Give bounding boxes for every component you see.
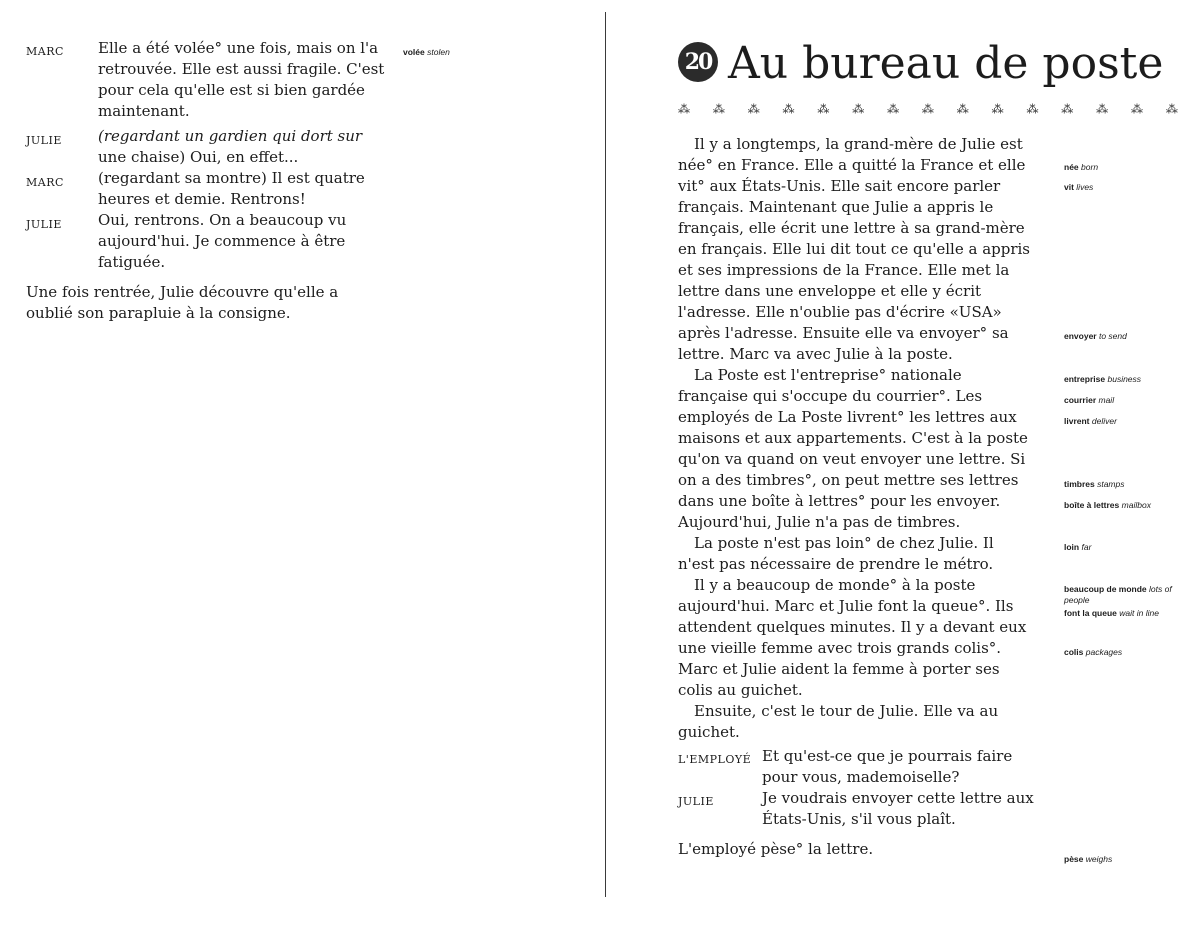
paragraph-line: Il y a longtemps, la grand-mère de Julie est: [694, 135, 1023, 153]
paragraph-line: vit° aux États-Unis. Elle sait encore parler: [678, 177, 1001, 195]
paragraph-line: qu'on va quand on veut envoyer une lettre. Si: [678, 450, 1026, 468]
paragraph-line: français, elle écrit une lettre à sa grand-mère: [678, 219, 1025, 237]
ornament-divider: [678, 102, 1178, 116]
dialogue-line: pour vous, mademoiselle?: [762, 768, 960, 786]
fleuron-icon: ⁂: [817, 102, 830, 116]
dialogue-line: États-Unis, s'il vous plaît.: [762, 810, 956, 828]
fleuron-icon: ⁂: [887, 102, 900, 116]
speaker-label: JULIE: [26, 218, 62, 231]
paragraph-line: une vieille femme avec trois grands colis°.: [678, 639, 1002, 657]
gloss-entry: font la queue wait in line: [1064, 608, 1159, 618]
paragraph-line: Marc et Julie aident la femme à porter ses: [678, 660, 1000, 678]
dialogue-line: maintenant.: [98, 102, 190, 120]
dialogue-line: retrouvée. Elle est aussi fragile. C'est: [98, 60, 385, 78]
fleuron-icon: ⁂: [921, 102, 934, 116]
fleuron-icon: ⁂: [1026, 102, 1039, 116]
closing-line: L'employé pèse° la lettre.: [678, 840, 874, 858]
gloss-entry: vit lives: [1064, 182, 1094, 192]
speaker-label: JULIE: [26, 134, 62, 147]
fleuron-icon: ⁂: [1130, 102, 1143, 116]
paragraph-line: lettre. Marc va avec Julie à la poste.: [678, 345, 953, 363]
paragraph-line: en français. Elle lui dit tout ce qu'elle a appris: [678, 240, 1031, 258]
gloss-entry: née born: [1064, 162, 1099, 172]
speaker-label: MARC: [26, 45, 64, 58]
paragraph-line: français. Maintenant que Julie a appris le: [678, 198, 994, 216]
paragraph-line: l'adresse. Elle n'oublie pas d'écrire «USA»: [678, 303, 1002, 321]
paragraph-line: Ensuite, c'est le tour de Julie. Elle va au: [694, 702, 999, 720]
page-spine: [605, 12, 606, 897]
paragraph-line: n'est pas nécessaire de prendre le métro.: [678, 555, 994, 573]
speaker-label: L'EMPLOYÉ: [678, 753, 752, 766]
gloss-entry: colis packages: [1064, 647, 1123, 657]
margin-gloss: [403, 47, 450, 57]
paragraph-line: employés de La Poste livrent° les lettres aux: [678, 408, 1017, 426]
fleuron-icon: ⁂: [1096, 102, 1109, 116]
paragraph-line: Il y a beaucoup de monde° à la poste: [694, 576, 976, 594]
dialogue-line: (regardant un gardien qui dort sur: [98, 127, 363, 145]
gloss-entry: beaucoup de monde lots of people: [1064, 584, 1172, 605]
paragraph-line: et ses impressions de la France. Elle met la: [678, 261, 1010, 279]
chapter-number-badge: 20: [678, 42, 718, 82]
gloss-entry: livrent deliver: [1064, 416, 1117, 426]
paragraph-line: française qui s'occupe du courrier°. Les: [678, 387, 983, 405]
paragraph-line: après l'adresse. Ensuite elle va envoyer° sa: [678, 324, 1009, 342]
paragraph-line: lettre dans une enveloppe et elle y écrit: [678, 282, 982, 300]
gloss-meaning: stolen: [427, 47, 450, 57]
narration-line: oublié son parapluie à la consigne.: [26, 304, 291, 322]
speaker-label: MARC: [26, 176, 64, 189]
gloss-entry: entreprise business: [1064, 374, 1142, 384]
paragraph-line: La Poste est l'entreprise° nationale: [694, 366, 962, 384]
fleuron-icon: ⁂: [712, 102, 725, 116]
gloss-entry: pèse weighs: [1064, 854, 1113, 864]
dialogue-line: une chaise) Oui, en effet...: [98, 148, 299, 166]
gloss-entry: loin far: [1064, 542, 1092, 552]
speaker-label: JULIE: [678, 795, 714, 808]
fleuron-icon: ⁂: [991, 102, 1004, 116]
narration-line: Une fois rentrée, Julie découvre qu'elle a: [26, 283, 339, 301]
gloss-entry: courrier mail: [1064, 395, 1115, 405]
paragraph-line: guichet.: [678, 723, 740, 741]
dialogue-line: aujourd'hui. Je commence à être: [98, 232, 346, 250]
paragraph-line: La poste n'est pas loin° de chez Julie. Il: [694, 534, 994, 552]
gloss-term: volée: [403, 47, 425, 57]
fleuron-icon: ⁂: [956, 102, 969, 116]
dialogue-line: Et qu'est-ce que je pourrais faire: [762, 747, 1013, 765]
gloss-entry: envoyer to send: [1064, 331, 1127, 341]
paragraph-line: colis au guichet.: [678, 681, 803, 699]
dialogue-line: fatiguée.: [98, 253, 166, 271]
chapter-title: Au bureau de poste: [728, 38, 1164, 89]
dialogue-line: Oui, rentrons. On a beaucoup vu: [98, 211, 347, 229]
dialogue-line: Elle a été volée° une fois, mais on l'a: [98, 39, 379, 57]
paragraph-line: dans une boîte à lettres° pour les envoyer.: [678, 492, 1001, 510]
dialogue-line: heures et demie. Rentrons!: [98, 190, 306, 208]
paragraph-line: née° en France. Elle a quitté la France et elle: [678, 156, 1026, 174]
fleuron-icon: ⁂: [1165, 102, 1178, 116]
dialogue-line: Je voudrais envoyer cette lettre aux: [762, 789, 1034, 807]
paragraph-line: aujourd'hui. Marc et Julie font la queue°. Ils: [678, 597, 1014, 615]
fleuron-icon: ⁂: [678, 102, 690, 116]
paragraph-line: attendent quelques minutes. Il y a devant eux: [678, 618, 1027, 636]
fleuron-icon: ⁂: [782, 102, 795, 116]
paragraph-line: Aujourd'hui, Julie n'a pas de timbres.: [678, 513, 961, 531]
fleuron-icon: ⁂: [1061, 102, 1074, 116]
gloss-entry: timbres stamps: [1064, 479, 1125, 489]
paragraph-line: maisons et aux appartements. C'est à la poste: [678, 429, 1028, 447]
fleuron-icon: ⁂: [747, 102, 760, 116]
dialogue-line: pour cela qu'elle est si bien gardée: [98, 81, 365, 99]
fleuron-icon: ⁂: [852, 102, 865, 116]
gloss-entry: boîte à lettres mailbox: [1064, 500, 1151, 510]
dialogue-line: (regardant sa montre) Il est quatre: [98, 169, 365, 187]
paragraph-line: on a des timbres°, on peut mettre ses lettres: [678, 471, 1019, 489]
